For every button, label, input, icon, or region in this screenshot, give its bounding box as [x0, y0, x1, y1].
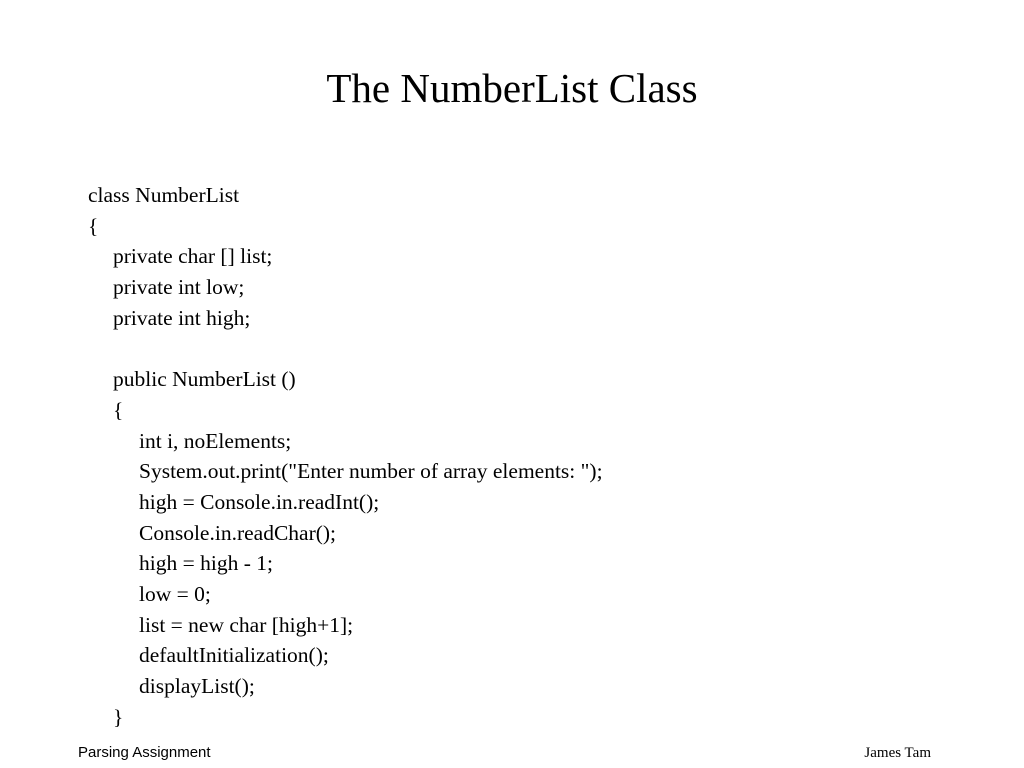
- code-line: {: [113, 397, 124, 422]
- code-line: int i, noElements;: [139, 428, 292, 453]
- code-line: defaultInitialization();: [139, 643, 329, 668]
- code-block: [88, 180, 988, 732]
- code-line: high = Console.in.readInt();: [139, 489, 380, 514]
- code-line: private int low;: [113, 275, 245, 300]
- code-line: private int high;: [113, 305, 251, 330]
- code-line: public NumberList (): [113, 367, 296, 392]
- footer-author: James Tam: [864, 745, 931, 761]
- slide-title: The NumberList Class: [326, 65, 698, 111]
- code-line: high = high - 1;: [139, 551, 273, 576]
- code-line: list = new char [high+1];: [139, 612, 354, 637]
- code-line: }: [113, 704, 124, 729]
- footer-course-title: Parsing Assignment: [78, 744, 211, 761]
- code-line: class NumberList: [88, 183, 240, 207]
- code-line: System.out.print("Enter number of array elements: ");: [139, 459, 603, 484]
- code-line: private char [] list;: [113, 244, 273, 269]
- code-line: Console.in.readChar();: [139, 520, 337, 545]
- code-line: low = 0;: [139, 581, 211, 606]
- code-line: displayList();: [139, 674, 255, 698]
- code-line-blank: [88, 333, 988, 364]
- code-line: {: [88, 213, 99, 238]
